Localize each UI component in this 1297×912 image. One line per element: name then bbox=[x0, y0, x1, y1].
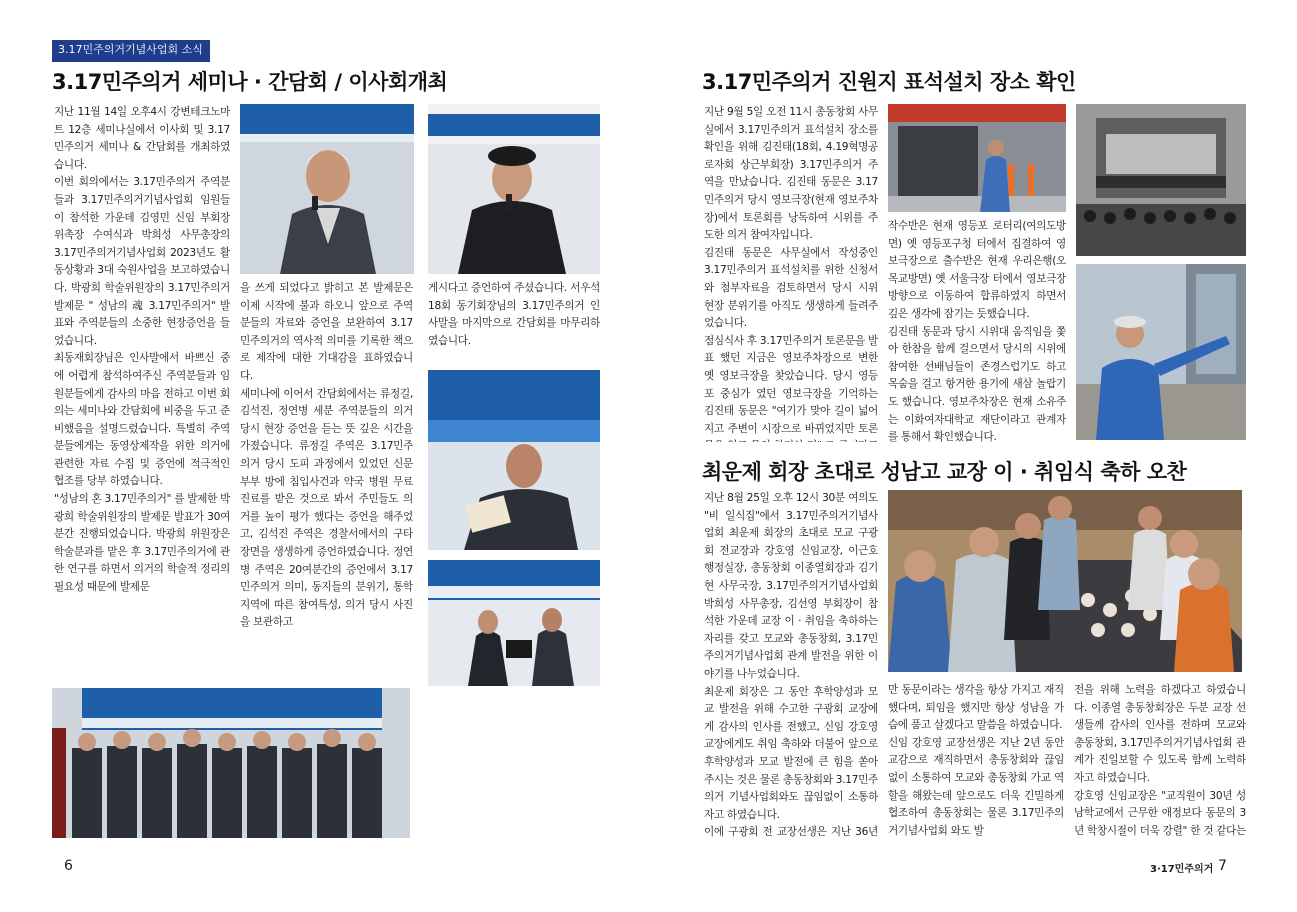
paragraph: 김진태 동문과 당시 시위대 움직임을 쫓아 한참을 함께 걸으면서 당시의 시위에 참여한 선배님들이 존경스럽기도 하고 목숨을 걸고 항거한 용기에 새삼 놀랍기도 했습니다. 영보주차장은 현재 소유주는 이화여자대학교 재단이라고 관계자를 통해서 확인했습니다. bbox=[888, 325, 1066, 442]
speaker-photo-2 bbox=[428, 104, 600, 274]
paragraph: 을 쓰게 되었다고 밝히고 본 발제문은 이제 시작에 불과 하오니 앞으로 주역분들의 자료와 증언을 보완하여 3.17민주의거의 역사적 의미를 기록한 책으로 제작에 대한 기대감을 표하였습니다. bbox=[240, 282, 413, 382]
parking-lot-photo bbox=[888, 104, 1066, 212]
paragraph: 최운제 회장은 그 동안 후학양성과 모교 발전을 위해 수고한 구광회 교장에게 감사의 인사를 전했고, 신임 강호영 교장에게도 취임 축하와 더불어 앞으로 후학양성과 모교 발전에 큰 힘을 쏟아주시는 것은 물론 총동창회와 3.17민주의거 기념사업회와도 끊임없이 소통하자고 하였습니다. bbox=[704, 685, 878, 821]
paragraph: 신임 강호영 교장선생은 지난 2년 동안 교감으로 재직하면서 총동창회와 끊임없이 소통하여 모교와 총동창회 가교 역할을 해왔는데 앞으로도 더욱 긴밀하게 협조하여 총동창회는 물론 3.17민주의거기념사업회 와도 발 bbox=[888, 736, 1064, 837]
paragraph: 전을 위해 노력을 하겠다고 하였습니다. 이종열 총동창회장은 두분 교장 선생들께 감사의 인사를 전하며 모교와 총동창회, 3.17민주의거기념사업회 관계가 진일보할 수 있도록 함께 노력하자고 하였습니다. bbox=[1074, 684, 1246, 784]
paragraph: 지난 8월 25일 오후 12시 30분 여의도 "비 일식집"에서 3.17민주의거기념사업회 최운제 회장의 초대로 모교 구광회 전교장과 강호영 신임교장, 이근호 행정실장, 총동창회 이종열회장과 김기현 사무국장, 3.17민주의거기념사업회 박희성 사무총장, 김선영 부회장이 참석한 가운데 교장 이 · 취임을 축하하는 자리를 갖고 모교와 총동창회, 3.17민주의거기념사업회 관계 발전을 위한 이야기를 나누었습니다. bbox=[704, 492, 878, 680]
footer-brand: 3·17민주의거 bbox=[1150, 864, 1214, 875]
left-article-col1 bbox=[54, 104, 230, 680]
left-article-col3 bbox=[428, 280, 600, 360]
paragraph: 게시다고 증언하여 주셨습니다. 서우석 18회 동기회장님의 3.17민주의거 인사말을 마지막으로 간담회를 마무리하였습니다. bbox=[428, 282, 600, 347]
paragraph: 이번 회의에서는 3.17민주의거 주역분들과 3.17민주의거기념사업회 임원들이 참석한 가운데 김영민 신임 부회장 위촉장 수여식과 박희성 사무총장의 3.17민주의거기념사업회 2023년도 활동상황과 3대 숙원사업을 보고하였습니다. 박광희 학술위원장의 3.17민주의거 발제문 " 성남의 魂 3.17민주의거" 발표와 주역분들의 소중한 현장증언을 들었습니다. bbox=[54, 176, 230, 347]
left-headline: 3.17민주의거 세미나 · 간담회 / 이사회개최 bbox=[52, 70, 448, 94]
section-tag-underline bbox=[52, 60, 210, 62]
group-photo bbox=[52, 688, 410, 838]
historic-theater-photo bbox=[1076, 104, 1246, 256]
luncheon-photo bbox=[888, 490, 1242, 672]
paragraph: 작수반은 현재 영등포 로터리(여의도방면) 옛 영등포구청 터에서 집결하여 영보극장으로 출수반은 현재 우리은행(오목교방면) 옛 서울극장 터에서 영보극장 방향으로 이동하여 합류하였지 하면서 깊은 생각에 잠기는 듯했습니다. bbox=[888, 220, 1066, 320]
right-headline-1: 3.17민주의거 진원지 표석설치 장소 확인 bbox=[702, 70, 1076, 94]
speaker-photo-3 bbox=[428, 370, 600, 550]
paragraph: 지난 9월 5일 오전 11시 총동창회 사무실에서 3.17민주의거 표석설치 장소를 확인을 위해 김진태(18회, 4.19혁명공로자회 상근부회장) 3.17민주의거 주역을 만났습니다. 김진태 동문은 3.17민주의거 당시 영보극장(현재 영보주차장)에서 토론회를 낭독하여 시위를 주도한 의거 참여자입니다. bbox=[704, 106, 878, 242]
ceremony-photo bbox=[428, 560, 600, 686]
right-headline-2: 최운제 회장 초대로 성남고 교장 이 · 취임식 축하 오찬 bbox=[702, 460, 1187, 484]
paragraph: 강호영 신임교장은 "교직원이 30년 성남학교에서 근무한 애정보다 동문의 3년 학창시절이 더욱 강렬" 한 것 같다는 bbox=[1074, 789, 1246, 837]
street-pointing-photo bbox=[1076, 264, 1246, 440]
right-article2-col2 bbox=[888, 682, 1064, 838]
speaker-photo-1 bbox=[240, 104, 414, 274]
paragraph: 이에 구광회 전 교장선생은 지난 36년 bbox=[704, 826, 878, 838]
right-article2-col3 bbox=[1074, 682, 1246, 838]
section-tag: 3.17민주의거기념사업회 소식 bbox=[52, 40, 210, 60]
page-number-left: 6 bbox=[64, 858, 73, 874]
paragraph: 최동재회장님은 인사말에서 바쁘신 중에 어렵게 참석하여주신 주역분들과 임원분들에게 감사의 마음 전하고 이번 회의는 세미나와 간담회에 비중을 두고 준비했음을 설명드렸습니다. 특별히 주역분들에게는 동영상제작을 위한 의거에 관련한 자료 수집 및 증언에 적극적인 협조를 당부 하였습니다. bbox=[54, 352, 230, 488]
paragraph: 김진태 동문은 사무실에서 작성중인 3.17민주의거 표석설치를 위한 신청서와 첨부자료을 검토하면서 당시 시위 현장 분위기를 아직도 생생하게 들려주었습니다. bbox=[704, 246, 878, 330]
left-article-col2 bbox=[240, 280, 413, 680]
paragraph: 만 동문이라는 생각을 항상 가지고 재직 했다며, 퇴임을 했지만 항상 성남을 가슴에 품고 살겠다고 말씀을 하였습니다. bbox=[888, 684, 1064, 732]
paragraph: 세미나에 이어서 간담회에서는 류정길, 김석진, 정연병 세분 주역분들의 의거 당시 현장 증언을 듣는 뜻 깊은 시간을 가졌습니다. 류정길 주역은 3.17민주의거 당시 도피 과정에서 있었던 신문부부 방에 침입사건과 약국 병원 무료 진료를 받은 것으로 봐서 주민들도 의거를 높이 평가 했다는 증언을 해주었고, 김석진 주역은 경찰서에서의 구타장면을 생생하게 증언하였습니다. 정연병 주역은 20여분간의 증언에서 3.17민주의거 의미, 동지들의 분위기, 통학 지역에 따른 참여특성, 의거 당시 사진을 보관하고 bbox=[240, 387, 413, 629]
right-article1-col2 bbox=[888, 218, 1066, 442]
right-article2-col1 bbox=[704, 490, 878, 838]
right-article1-col1 bbox=[704, 104, 878, 442]
paragraph: "성남의 혼 3.17민주의거" 를 발제한 박광희 학술위원장의 발제문 발표가 30여분간 진행되었습니다. 박광희 위원장은 학술분과를 맡은 후 3.17민주의거에 관한 연구를 하면서 의거의 학술적 정리의 필요성 때문에 발제문 bbox=[54, 493, 230, 594]
page-number-right: 7 bbox=[1218, 858, 1227, 874]
paragraph: 점심식사 후 3.17민주의거 토론문을 발표 했던 지금은 영보주차장으로 변한 옛 영보극장을 찾았습니다. 당시 영등포 중심가 였던 영보극장을 기억하는 김진태 동문은 "여기가 맞아 길이 넓어지고 주변이 시장으로 바뀌었지만 토론 bbox=[704, 334, 878, 435]
paragraph: 지난 11월 14일 오후4시 강변테크노마트 12층 세미나실에서 이사회 및 3.17민주의거 세미나 & 간담회를 개최하였습니다. bbox=[54, 106, 230, 171]
